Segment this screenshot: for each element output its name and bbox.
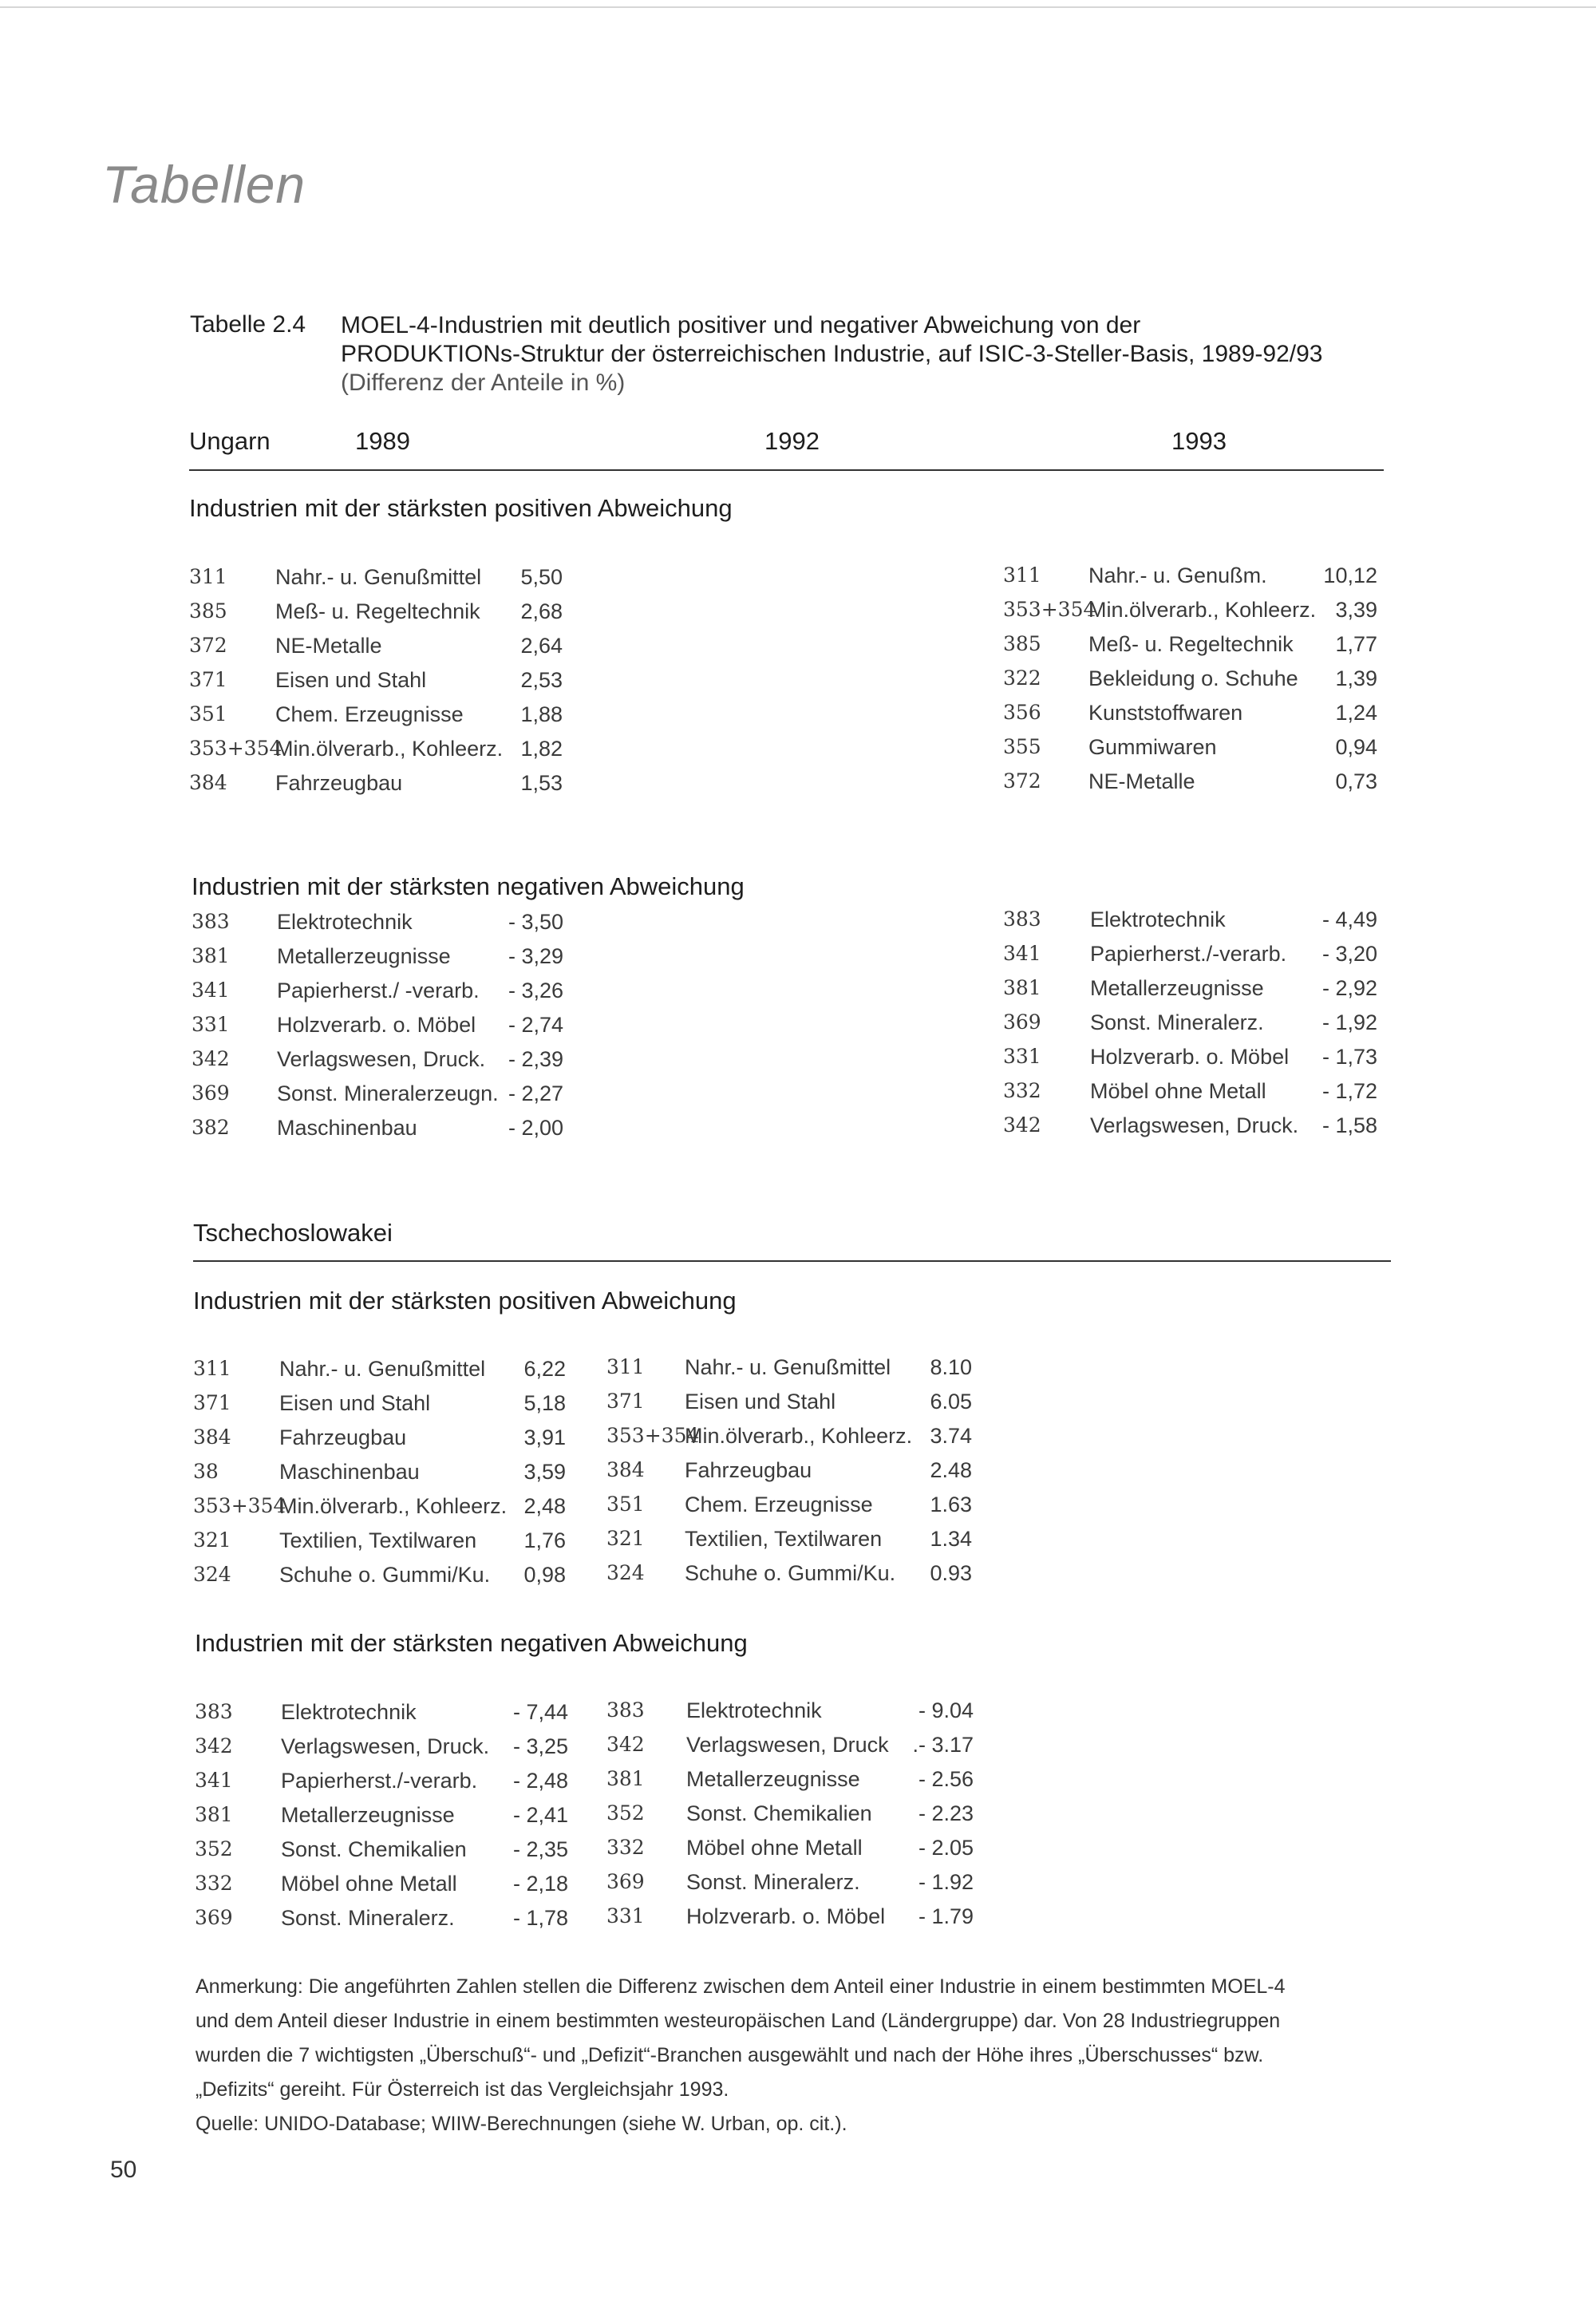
table-row [0,666,1596,698]
deviation-value: 2,68 [520,599,563,623]
tschecho-positive-title: Industrien mit der stärksten positiven Abweichung [193,1287,737,1315]
year-1993: 1993 [1171,427,1227,455]
industry-name: Verlagswesen, Druck. [281,1734,490,1758]
ungarn-header-rule [189,469,1384,471]
industry-name: Textilien, Textilwaren [685,1527,883,1551]
table-row [0,1424,1596,1456]
footnote-line: „Defizits“ gereiht. Für Österreich ist das Vergleichsjahr 1993. [196,2078,729,2101]
isic-code: 341 [192,979,230,1002]
deviation-value: 10,12 [1323,563,1377,587]
industry-name: Elektrotechnik [1090,907,1226,931]
table-row [0,563,1596,595]
deviation-value: - 2,92 [1321,976,1377,1000]
industry-name: Nahr.- u. Genußmittel [685,1355,891,1379]
deviation-value: 1.63 [930,1493,972,1516]
industry-name: Gummiwaren [1088,735,1217,759]
deviation-value: - 3,26 [508,979,563,1002]
tschecho-negative-title: Industrien mit der stärksten negativen Abweichung [195,1629,748,1657]
industry-name: Nahr.- u. Genußm. [1088,563,1267,587]
isic-code: 341 [1003,942,1041,965]
deviation-value: 1,53 [520,771,563,795]
industry-name: Holzverarb. o. Möbel [1090,1045,1290,1069]
industry-name: Holzverarb. o. Möbel [686,1904,886,1928]
isic-code: 371 [606,1390,645,1413]
industry-name: Sonst. Mineralerz. [281,1906,455,1930]
industry-name: Metallerzeugnisse [1090,976,1264,1000]
footnote [196,1970,1393,2141]
table-caption [341,311,1394,397]
isic-code: 369 [1003,1010,1041,1034]
isic-code: 332 [1003,1079,1041,1102]
isic-code: 369 [606,1870,645,1893]
isic-code: 353+354 [189,737,282,760]
industry-name: Fahrzeugbau [685,1458,812,1482]
deviation-value: 3,59 [523,1460,566,1484]
industry-name: Metallerzeugnisse [277,944,451,968]
deviation-value: 2.48 [930,1458,972,1482]
industry-name: Sonst. Mineralerz. [1090,1010,1264,1034]
table-row [0,1390,1596,1421]
industry-name: Sonst. Mineralerzeugn. [277,1081,499,1105]
isic-code: 322 [1003,666,1041,690]
top-rule [0,6,1596,8]
deviation-value: - 1.92 [918,1870,974,1894]
industry-name: Meß- u. Regeltechnik [1088,632,1294,656]
industry-name: Papierherst./ -verarb. [277,979,480,1002]
caption-line-3: (Differenz der Anteile in %) [341,370,626,396]
isic-code: 385 [1003,632,1041,655]
isic-code: 324 [193,1563,231,1586]
isic-code: 353+354 [1003,598,1096,621]
deviation-value: 1,24 [1335,701,1377,725]
industry-name: Sonst. Chemikalien [281,1837,467,1861]
deviation-value: - 3,50 [508,910,563,934]
industry-name: Möbel ohne Metall [1090,1079,1266,1103]
table-row [0,1493,1596,1524]
isic-code: 324 [606,1561,645,1584]
ungarn-positive-title: Industrien mit der stärksten positiven Abweichung [189,494,733,522]
deviation-value: 8.10 [930,1355,972,1379]
industry-name: Verlagswesen, Druck. [277,1047,486,1071]
industry-name: Textilien, Textilwaren [279,1528,477,1552]
industry-name: Kunststoffwaren [1088,701,1243,725]
deviation-value: 3.74 [930,1424,972,1448]
deviation-value: 3,39 [1335,598,1377,622]
year-1989: 1989 [355,427,410,455]
table-row [0,769,1596,801]
caption-line-2: PRODUKTIONs-Struktur der österreichischen Industrie, auf ISIC-3-Steller-Basis, 1989-92/93 [341,341,1323,367]
deviation-value: 2,53 [520,668,563,692]
isic-code: 372 [1003,769,1041,793]
deviation-value: - 2.05 [918,1836,974,1860]
table-row [0,1113,1596,1145]
deviation-value: - 2,74 [508,1013,563,1037]
industry-name: Meß- u. Regeltechnik [275,599,480,623]
isic-code: 381 [606,1767,645,1790]
industry-name: Maschinenbau [279,1460,420,1484]
isic-code: 384 [193,1425,231,1449]
deviation-value: 6,22 [523,1357,566,1381]
industry-name: Min.ölverarb., Kohleerz. [685,1424,913,1448]
industry-name: NE-Metalle [1088,769,1195,793]
deviation-value: 1,82 [520,737,563,761]
industry-name: Elektrotechnik [686,1698,822,1722]
isic-code: 353+354 [193,1494,286,1517]
industry-name: Min.ölverarb., Kohleerz. [275,737,504,761]
deviation-value: - 2,00 [508,1116,563,1140]
industry-name: Bekleidung o. Schuhe [1088,666,1298,690]
table-row [0,1904,1596,1936]
isic-code: 381 [1003,976,1041,999]
industry-name: Schuhe o. Gummi/Ku. [685,1561,896,1585]
industry-name: Verlagswesen, Druck. [1090,1113,1299,1137]
isic-code: 353+354 [606,1424,700,1447]
isic-code: 351 [189,702,227,726]
isic-code: 311 [193,1357,231,1380]
isic-code: 342 [606,1733,645,1756]
deviation-value: - 2,39 [508,1047,563,1071]
isic-code: 369 [192,1081,230,1105]
deviation-value: - 2,41 [512,1803,568,1827]
industry-name: Eisen und Stahl [275,668,427,692]
isic-code: 342 [1003,1113,1041,1137]
page-number: 50 [110,2157,137,2183]
isic-code: 341 [195,1769,233,1792]
isic-code: 331 [606,1904,645,1928]
isic-code: 383 [195,1700,233,1723]
isic-code: 355 [1003,735,1041,758]
year-1992: 1992 [764,427,820,455]
deviation-value: - 2,48 [512,1769,568,1793]
deviation-value: 0,73 [1335,769,1377,793]
isic-code: 383 [1003,907,1041,931]
deviation-value: - 2.23 [918,1801,974,1825]
table-row [0,1767,1596,1799]
isic-code: 351 [606,1493,645,1516]
deviation-value: 1,77 [1335,632,1377,656]
ungarn-negative-title: Industrien mit der stärksten negativen Abweichung [192,872,745,900]
isic-code: 383 [192,910,230,933]
deviation-value: - 4,49 [1321,907,1377,931]
deviation-value: - 2,27 [508,1081,563,1105]
isic-code: 384 [606,1458,645,1481]
footnote-source: Quelle: UNIDO-Database; WIIW-Berechnungen (siehe W. Urban, op. cit.). [196,2113,847,2135]
isic-code: 321 [606,1527,645,1550]
industry-name: Eisen und Stahl [685,1390,836,1414]
deviation-value: 6.05 [930,1390,972,1414]
industry-name: Metallerzeugnisse [686,1767,860,1791]
deviation-value: - 9.04 [918,1698,974,1722]
table-row [0,701,1596,733]
isic-code: 331 [1003,1045,1041,1068]
industry-name: Maschinenbau [277,1116,417,1140]
deviation-value: 5,18 [523,1391,566,1415]
table-row [0,735,1596,767]
isic-code: 342 [195,1734,233,1758]
isic-code: 311 [606,1355,645,1378]
footnote-line: wurden die 7 wichtigsten „Überschuß“- und „Defizit“-Branchen ausgewählt und nach der Höhe ihres „Überschusses“ bzw. [196,2044,1264,2066]
isic-code: 383 [606,1698,645,1722]
deviation-value: 1.34 [930,1527,972,1551]
isic-code: 371 [193,1391,231,1414]
isic-code: 382 [192,1116,230,1139]
isic-code: 332 [606,1836,645,1859]
deviation-value: - 3,29 [508,944,563,968]
table-row [0,1458,1596,1490]
caption-line-1: MOEL-4-Industrien mit deutlich positiver und negativer Abweichung von der [341,312,1141,338]
table-label: Tabelle 2.4 [190,311,306,338]
industry-name: Eisen und Stahl [279,1391,431,1415]
page-heading: Tabellen [102,155,306,214]
table-row [0,1527,1596,1559]
industry-name: NE-Metalle [275,634,382,658]
industry-name: Elektrotechnik [277,910,413,934]
industry-name: Nahr.- u. Genußmittel [275,565,482,589]
table-row [0,1801,1596,1833]
table-row [0,1870,1596,1902]
table-row [0,1079,1596,1111]
deviation-value: 0,98 [523,1563,566,1587]
industry-name: Papierherst./-verarb. [1090,942,1287,966]
deviation-value: - 3,25 [512,1734,568,1758]
isic-code: 332 [195,1872,233,1895]
deviation-value: - 1,73 [1321,1045,1377,1069]
industry-name: Metallerzeugnisse [281,1803,455,1827]
industry-name: Fahrzeugbau [279,1425,407,1449]
deviation-value: - 1,58 [1321,1113,1377,1137]
isic-code: 331 [192,1013,230,1036]
isic-code: 371 [189,668,227,691]
deviation-value: 1,76 [523,1528,566,1552]
isic-code: 352 [606,1801,645,1825]
table-row [0,598,1596,630]
deviation-value: - 2,35 [512,1837,568,1861]
deviation-value: - 1,78 [512,1906,568,1930]
isic-code: 384 [189,771,227,794]
industry-name: Papierherst./-verarb. [281,1769,478,1793]
isic-code: 372 [189,634,227,657]
deviation-value: 1,39 [1335,666,1377,690]
table-row [0,1355,1596,1387]
footnote-line: und dem Anteil dieser Industrie in einem bestimmten westeuropäischen Land (Ländergruppe) dar. Von 28 Industriegruppen [196,2010,1281,2032]
isic-code: 369 [195,1906,233,1929]
table-row [0,1045,1596,1077]
deviation-value: - 7,44 [512,1700,568,1724]
deviation-value: - 2.56 [918,1767,974,1791]
table-row [0,976,1596,1008]
table-row [0,1698,1596,1730]
deviation-value: - 3,20 [1321,942,1377,966]
table-row [0,1733,1596,1765]
table-row [0,942,1596,974]
isic-code: 352 [195,1837,233,1860]
industry-name: Min.ölverarb., Kohleerz. [1088,598,1317,622]
deviation-value: - 2,18 [512,1872,568,1896]
isic-code: 356 [1003,701,1041,724]
deviation-value: 3,91 [523,1425,566,1449]
table-row [0,1561,1596,1593]
industry-name: Chem. Erzeugnisse [685,1493,873,1516]
isic-code: 321 [193,1528,231,1552]
deviation-value: .- 3.17 [912,1733,974,1757]
table-row [0,632,1596,664]
deviation-value: - 1,72 [1321,1079,1377,1103]
isic-code: 385 [189,599,227,623]
industry-name: Chem. Erzeugnisse [275,702,464,726]
industry-name: Sonst. Mineralerz. [686,1870,860,1894]
country-ungarn: Ungarn [189,427,271,455]
deviation-value: 0.93 [930,1561,972,1585]
isic-code: 311 [189,565,227,588]
table-row [0,1836,1596,1868]
tschecho-header-rule [193,1260,1391,1262]
industry-name: Möbel ohne Metall [281,1872,457,1896]
deviation-value: 1,88 [520,702,563,726]
isic-code: 342 [192,1047,230,1070]
deviation-value: 2,64 [520,634,563,658]
isic-code: 311 [1003,563,1041,587]
isic-code: 381 [192,944,230,967]
deviation-value: 5,50 [520,565,563,589]
table-row [0,1010,1596,1042]
industry-name: Schuhe o. Gummi/Ku. [279,1563,491,1587]
industry-name: Möbel ohne Metall [686,1836,863,1860]
country-tschechoslowakei: Tschechoslowakei [193,1219,393,1247]
industry-name: Sonst. Chemikalien [686,1801,872,1825]
deviation-value: - 1.79 [918,1904,974,1928]
deviation-value: 0,94 [1335,735,1377,759]
isic-code: 381 [195,1803,233,1826]
industry-name: Min.ölverarb., Kohleerz. [279,1494,508,1518]
industry-name: Holzverarb. o. Möbel [277,1013,476,1037]
deviation-value: - 1,92 [1321,1010,1377,1034]
deviation-value: 2,48 [523,1494,566,1518]
industry-name: Verlagswesen, Druck [686,1733,889,1757]
industry-name: Fahrzeugbau [275,771,403,795]
industry-name: Nahr.- u. Genußmittel [279,1357,486,1381]
footnote-line: Anmerkung: Die angeführten Zahlen stellen die Differenz zwischen dem Anteil einer Industrie in einem bestimmten MOEL-4 [196,1975,1286,1998]
industry-name: Elektrotechnik [281,1700,417,1724]
isic-code: 38 [193,1460,219,1483]
table-row [0,907,1596,939]
